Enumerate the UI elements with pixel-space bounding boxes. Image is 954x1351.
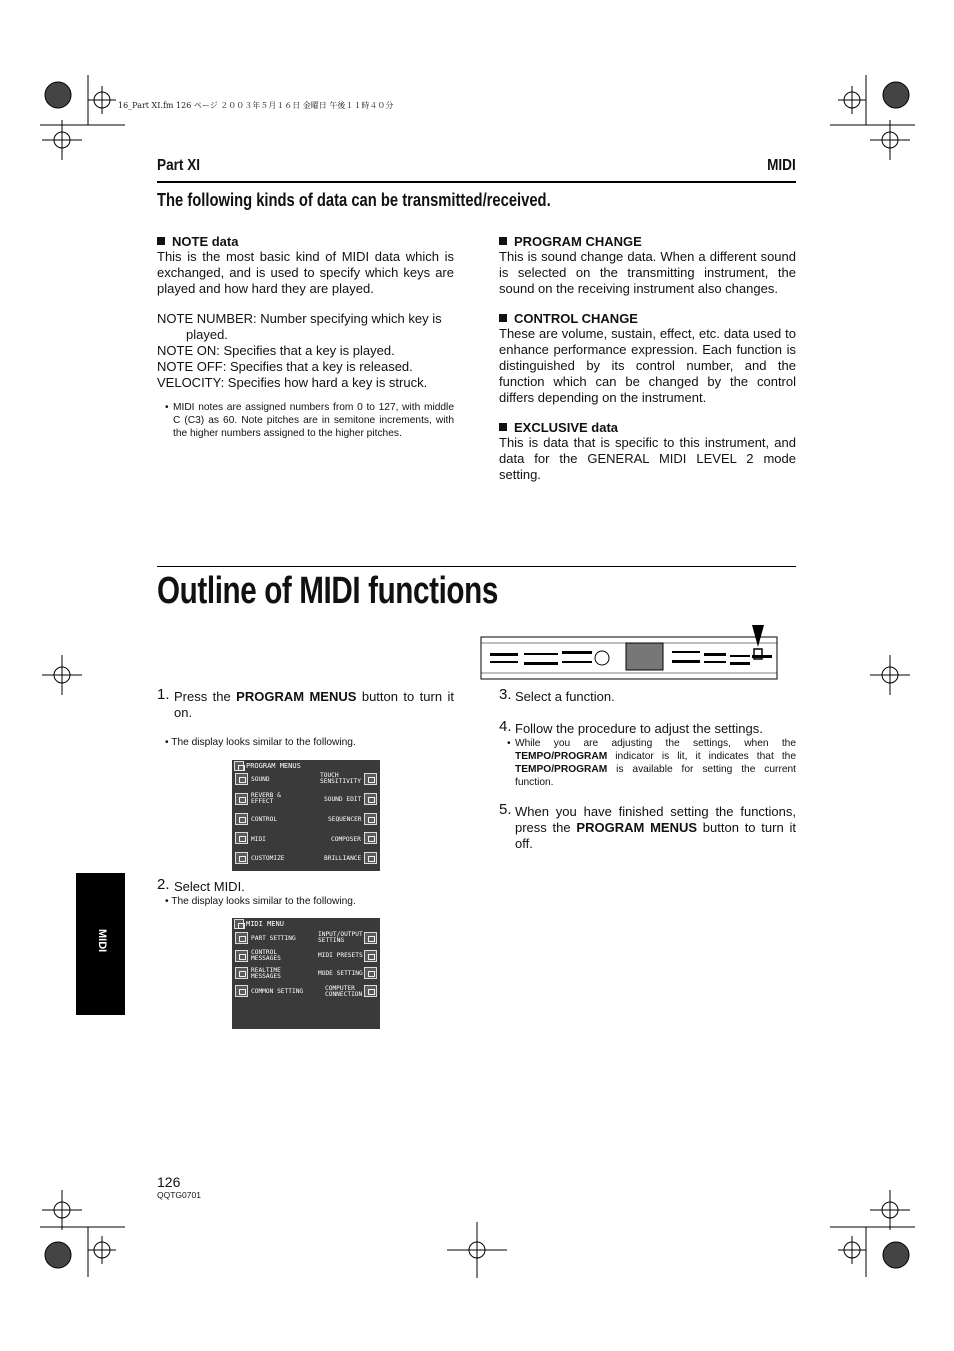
program-change-body: This is sound change data. When a different sound is selected on the transmitting instrument, the sound on the receiving instrument also changes. [499,249,796,296]
part-setting-icon [235,932,248,944]
step-5: 5. When you have finished setting the functions, press the PROGRAM MENUS button to turn it off. [499,801,796,851]
reverb-icon [235,793,248,805]
menu-item-customize: CUSTOMIZE [251,855,285,862]
step-2: 2. Select MIDI. [157,876,245,894]
program-menus-screen [232,760,380,871]
square-bullet-icon [499,423,507,431]
common-setting-icon [235,985,248,997]
program-change-heading: PROGRAM CHANGE [499,234,796,249]
menu-item-touch: TOUCH SENSITIVITY [320,772,361,786]
exclusive-heading: EXCLUSIVE data [499,420,796,435]
menu-item-composer: COMPOSER [331,836,361,843]
menu-item-sound-edit: SOUND EDIT [324,796,362,803]
definition-line: NOTE NUMBER: Number specifying which key is played. [157,311,442,343]
file-header: 16_Part XI.fm 126 ページ ２００３年５月１６日 金曜日 午後１１時４０分 [118,101,394,110]
menu-item-reverb: REVERB & EFFECT [251,792,281,806]
composer-icon [364,832,377,844]
right-column [499,234,796,483]
control-change-heading: CONTROL CHANGE [499,311,796,326]
document-code: QQTG0701 [157,1190,201,1200]
square-bullet-icon [499,237,507,245]
screen-title: MIDI MENU [246,920,284,928]
step-3: 3. Select a function. [499,686,615,704]
midi-menu-icon [234,919,244,929]
note-data-body: This is the most basic kind of MIDI data which is exchanged, and is used to specify which keys are played and how hard they are played. [157,249,454,296]
menu-item-part-setting: PART SETTING [251,935,296,942]
section-rule [157,566,796,567]
outline-title: Outline of MIDI functions [157,570,498,612]
mode-setting-icon [364,967,377,979]
menu-item-input-output: INPUT/OUTPUT SETTING [318,931,363,945]
page-number: 126 [157,1174,181,1190]
sound-edit-icon [364,793,377,805]
menu-item-midi-presets: MIDI PRESETS [318,952,363,959]
header-part: Part XI [157,157,201,174]
input-output-icon [364,932,377,944]
midi-presets-icon [364,950,377,962]
side-tab: MIDI [76,873,125,1015]
midi-note-bullet: • MIDI notes are assigned numbers from 0 to 127, with middle C (C3) as 60. Note pitches are in semitone increments, with the higher numbers assigned to the higher pitches. [165,402,454,440]
realtime-messages-icon [235,967,248,979]
menu-item-sound: SOUND [251,776,270,783]
square-bullet-icon [499,314,507,322]
computer-connection-icon [364,985,377,997]
menu-item-mode-setting: MODE SETTING [318,970,363,977]
square-bullet-icon [157,237,165,245]
definition-line: VELOCITY: Specifies how hard a key is struck. [157,374,428,390]
control-messages-icon [235,950,248,962]
section-heading: The following kinds of data can be transmitted/received. [157,190,551,210]
header-rule [157,181,796,183]
step-4-note: • While you are adjusting the settings, when the TEMPO/PROGRAM indicator is lit, it indicates that the TEMPO/PROGRAM is available for setting the current function. [507,738,796,788]
step-4: 4. Follow the procedure to adjust the settings. [499,718,763,736]
menu-item-realtime-messages: REALTIME MESSAGES [251,967,281,981]
menu-item-control-messages: CONTROL MESSAGES [251,949,281,963]
step-2-note: • The display looks similar to the following. [165,896,356,907]
menu-item-control: CONTROL [251,816,278,823]
left-column [157,234,454,440]
midi-icon [235,832,248,844]
keyboard-panel-illustration [480,625,778,681]
header-section: MIDI [767,157,796,174]
sequencer-icon [364,813,377,825]
menu-icon [234,761,244,771]
menu-item-brilliance: BRILLIANCE [324,855,362,862]
menu-item-sequencer: SEQUENCER [328,816,362,823]
menu-item-computer-connection: COMPUTER CONNECTION [325,985,363,999]
brilliance-icon [364,852,377,864]
control-icon [235,813,248,825]
definition-line: NOTE ON: Specifies that a key is played. [157,342,395,358]
definition-line: NOTE OFF: Specifies that a key is released. [157,358,413,374]
sound-icon [235,773,248,785]
customize-icon [235,852,248,864]
touch-icon [364,773,377,785]
note-data-heading: NOTE data [157,234,454,249]
menu-item-midi: MIDI [251,836,266,843]
exclusive-body: This is data that is specific to this instrument, and data for the GENERAL MIDI LEVEL 2 mode setting. [499,435,796,482]
control-change-body: These are volume, sustain, effect, etc. data used to enhance performance expression. Each function is distinguished by its control number, and the function which can be changed by the control differs depending on the instrument. [499,326,796,405]
step-1-note: • The display looks similar to the following. [165,737,356,748]
step-1: 1. Press the PROGRAM MENUS button to turn it on. [157,686,454,720]
menu-item-common-setting: COMMON SETTING [251,988,304,995]
midi-menu-screen [232,918,380,1029]
screen-title: PROGRAM MENUS [246,762,301,770]
